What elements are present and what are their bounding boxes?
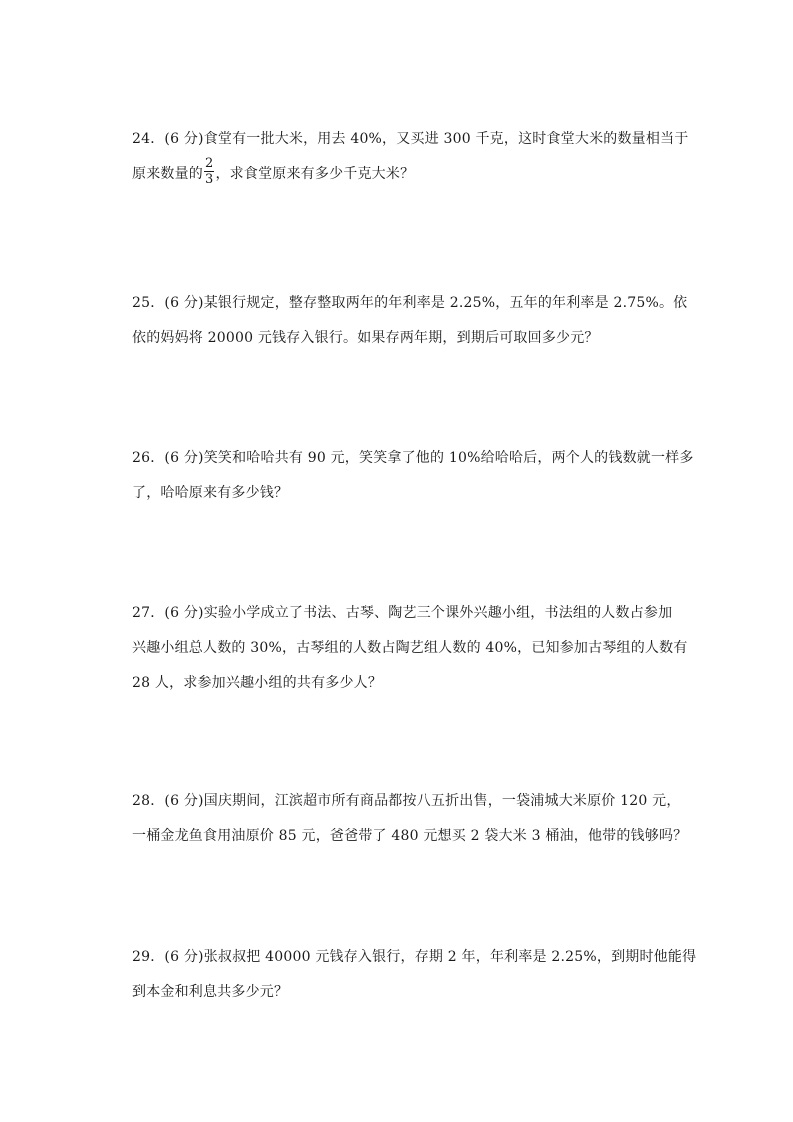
question-24-line-2-before: 原来数量的: [132, 166, 203, 182]
fraction-two-thirds: [204, 157, 214, 186]
question-28-line-2: 一桶金龙鱼食用油原价 85 元，爸爸带了 480 元想买 2 袋大米 3 桶油，他带的钱够吗？: [132, 828, 688, 844]
question-24-line-1: 24．(6 分)食堂有一批大米，用去 40%，又买进 300 千克，这时食堂大米的数量相当于: [132, 131, 689, 147]
question-26-line-1: 26．(6 分)笑笑和哈哈共有 90 元，笑笑拿了他的 10%给哈哈后，两个人的钱数就一样多: [132, 450, 694, 466]
question-29: [132, 940, 697, 1010]
fraction-numerator: 2: [205, 155, 214, 171]
question-25: [132, 286, 688, 356]
question-24: [132, 122, 689, 192]
question-24-line-2-after: ，求食堂原来有多少千克大米？: [215, 166, 415, 182]
question-28-line-1: 28．(6 分)国庆期间，江滨超市所有商品都按八五折出售，一袋浦城大米原价 120 元，: [132, 793, 681, 809]
question-29-line-1: 29．(6 分)张叔叔把 40000 元钱存入银行，存期 2 年，年利率是 2.25%，到期时他能得: [132, 949, 697, 965]
fraction-denominator: 3: [205, 171, 214, 187]
question-24-line-2: [132, 157, 672, 192]
question-28: [132, 784, 688, 854]
question-27-line-2: 兴趣小组总人数的 30%，古琴组的人数占陶艺组人数的 40%，已知参加古琴组的人数有: [132, 640, 688, 656]
question-27-line-3: 28 人，求参加兴趣小组的共有多少人？: [132, 675, 383, 691]
question-25-line-1: 25．(6 分)某银行规定，整存整取两年的年利率是 2.25%，五年的年利率是 2.75%。依: [132, 295, 688, 311]
question-27-line-1: 27．(6 分)实验小学成立了书法、古琴、陶艺三个课外兴趣小组，书法组的人数占参加: [132, 605, 673, 621]
question-26-line-2: 了，哈哈原来有多少钱？: [132, 485, 289, 501]
question-29-line-2: 到本金和利息共多少元？: [132, 984, 289, 1000]
question-27: [132, 596, 688, 701]
question-26: [132, 441, 694, 511]
question-25-line-2: 依的妈妈将 20000 元钱存入银行。如果存两年期，到期后可取回多少元？: [132, 330, 599, 346]
